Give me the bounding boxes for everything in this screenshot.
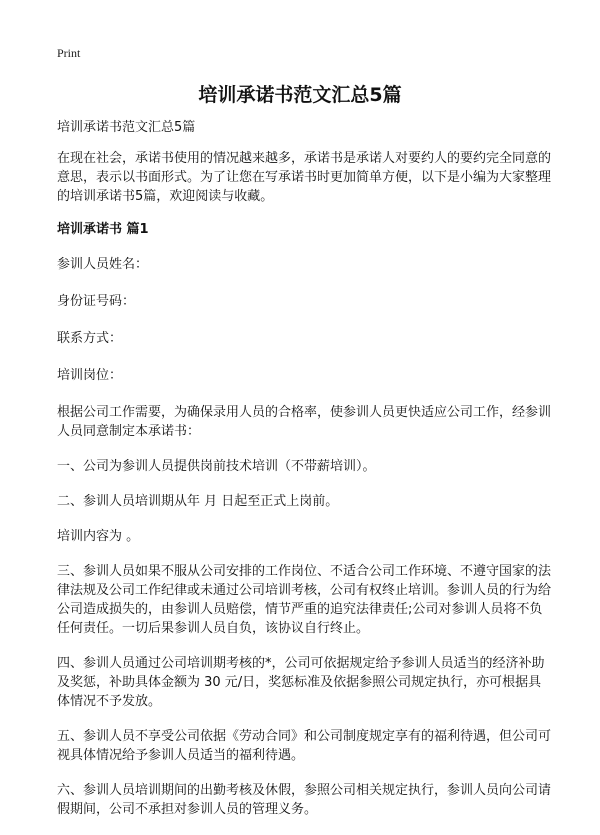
paragraph-clause-4: 四、参训人员通过公司培训期考核的*，公司可依据规定给予参训人员适当的经济补助及奖惩，补助具体金额为 30 元/日，奖惩标准及依据参照公司规定执行，亦可根据具体情况不予发放。 [57, 656, 545, 709]
field-contact: 联系方式： [57, 331, 123, 346]
print-link[interactable]: Print [57, 46, 81, 60]
paragraph-clause-5: 五、参训人员不享受公司依据《劳动合同》和公司制度规定享有的福利待遇，但公司可视具体情况给予参训人员适当的福利待遇。 [57, 729, 552, 763]
paragraph-clause-6: 六、参训人员培训期间的出勤考核及休假，参照公司相关规定执行，参训人员向公司请假期间，公司不承担对参训人员的管理义务。 [57, 783, 552, 817]
paragraph-clause-2: 二、参训人员培训期从年 月 日起至正式上岗前。 [57, 494, 339, 509]
paragraph-clause-1: 一、公司为参训人员提供岗前技术培训（不带薪培训）。 [57, 459, 376, 474]
paragraph-training-content: 培训内容为 。 [57, 529, 140, 544]
document-body [57, 118, 553, 835]
paragraph-preamble: 根据公司工作需要，为确保录用人员的合格率，使参训人员更快适应公司工作，经参训人员同意制定本承诺书： [57, 405, 552, 439]
intro-paragraph: 在现在社会，承诺书使用的情况越来越多，承诺书是承诺人对要约人的要约完全同意的意思，表示以书面形式。为了让您在写承诺书时更加简单方便，以下是小编为大家整理的培训承诺书5篇，欢迎阅读与收藏。 [57, 151, 552, 204]
document-subtitle: 培训承诺书范文汇总5篇 [57, 120, 196, 135]
field-trainee-name: 参训人员姓名： [57, 257, 149, 272]
field-id-number: 身份证号码： [57, 294, 136, 309]
field-training-position: 培训岗位： [57, 368, 123, 383]
document-title: 培训承诺书范文汇总5篇 [198, 84, 402, 106]
paragraph-clause-3: 三、参训人员如果不服从公司安排的工作岗位、不适合公司工作环境、不遵守国家的法律法规及公司工作纪律或未通过公司培训考核，公司有权终止培训。参训人员的行为给公司造成损失的，由参训人员赔偿，情节严重的追究法律责任;公司对参训人员将不负任何责任。一切后果参训人员自负，该协议自行终止。 [57, 564, 552, 636]
section-heading: 培训承诺书 篇1 [57, 222, 149, 237]
